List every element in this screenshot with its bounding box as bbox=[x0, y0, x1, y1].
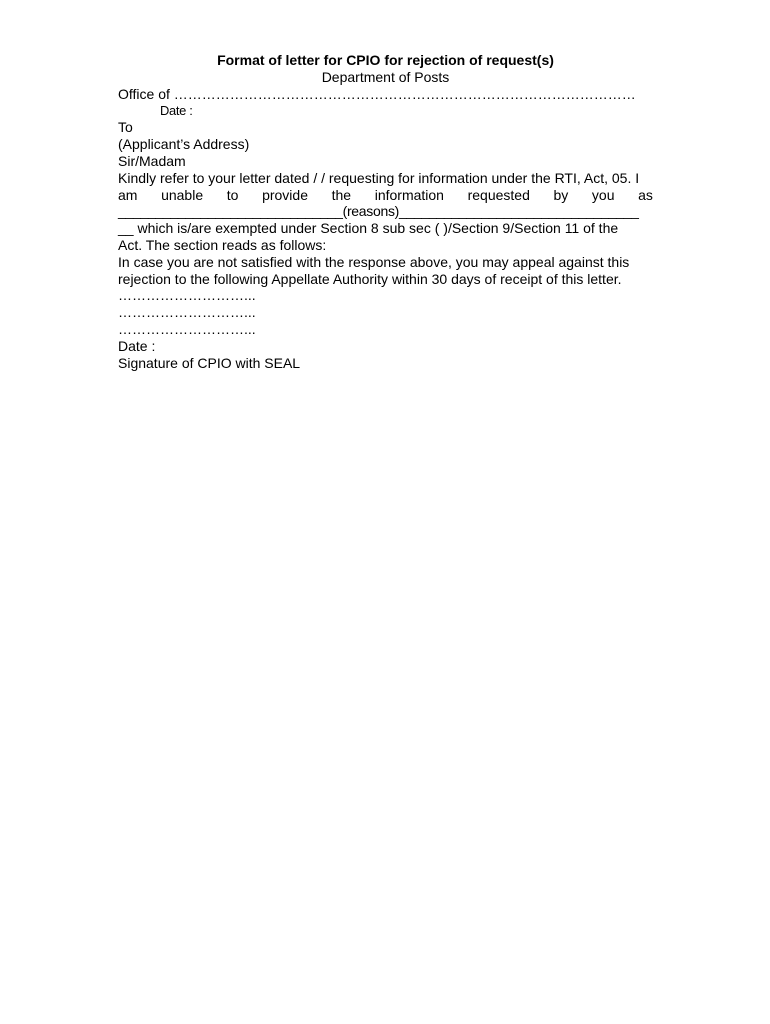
body-word: by bbox=[553, 186, 569, 203]
appeal-line-1: In case you are not satisfied with the response above, you may appeal against this bbox=[118, 253, 630, 270]
department-name: Department of Posts bbox=[321, 69, 450, 85]
body-word: information bbox=[374, 186, 444, 203]
letter-page bbox=[118, 52, 653, 371]
authority-line: ………………………... bbox=[118, 304, 256, 321]
date-line: Date : bbox=[160, 102, 193, 118]
body-line-4: __ which is/are exempted under Section 8 sub sec ( )/Section 9/Section 11 of the bbox=[118, 220, 619, 237]
to-line: To bbox=[118, 119, 133, 136]
letter-title: Format of letter for CPIO for rejection of request(s) bbox=[217, 52, 554, 68]
body-line-5: Act. The section reads as follows: bbox=[118, 236, 327, 253]
body-word: am bbox=[118, 186, 138, 203]
body-line-2 bbox=[118, 187, 653, 204]
body-word: unable bbox=[161, 186, 204, 203]
reasons-line: ______________________________(reasons)________________________________ bbox=[118, 203, 639, 220]
appeal-line-2: rejection to the following Appellate Authority within 30 days of receipt of this letter. bbox=[118, 270, 622, 287]
closing-date: Date : bbox=[118, 337, 156, 354]
authority-line: ………………………... bbox=[118, 287, 256, 304]
body-word: as bbox=[638, 186, 653, 203]
body-word: you bbox=[591, 186, 615, 203]
body-word: the bbox=[331, 186, 352, 203]
salutation: Sir/Madam bbox=[118, 152, 186, 169]
body-word: provide bbox=[262, 186, 308, 203]
body-word: requested bbox=[467, 186, 530, 203]
office-line: Office of ……………………………………………………………………………………… bbox=[118, 85, 636, 102]
signature-line: Signature of CPIO with SEAL bbox=[118, 354, 301, 371]
authority-line: ………………………... bbox=[118, 320, 256, 337]
applicant-address: (Applicant’s Address) bbox=[118, 136, 250, 153]
body-word: to bbox=[226, 186, 239, 203]
body-line-1: Kindly refer to your letter dated / / requesting for information under the RTI, Act, 05. I bbox=[118, 169, 640, 186]
